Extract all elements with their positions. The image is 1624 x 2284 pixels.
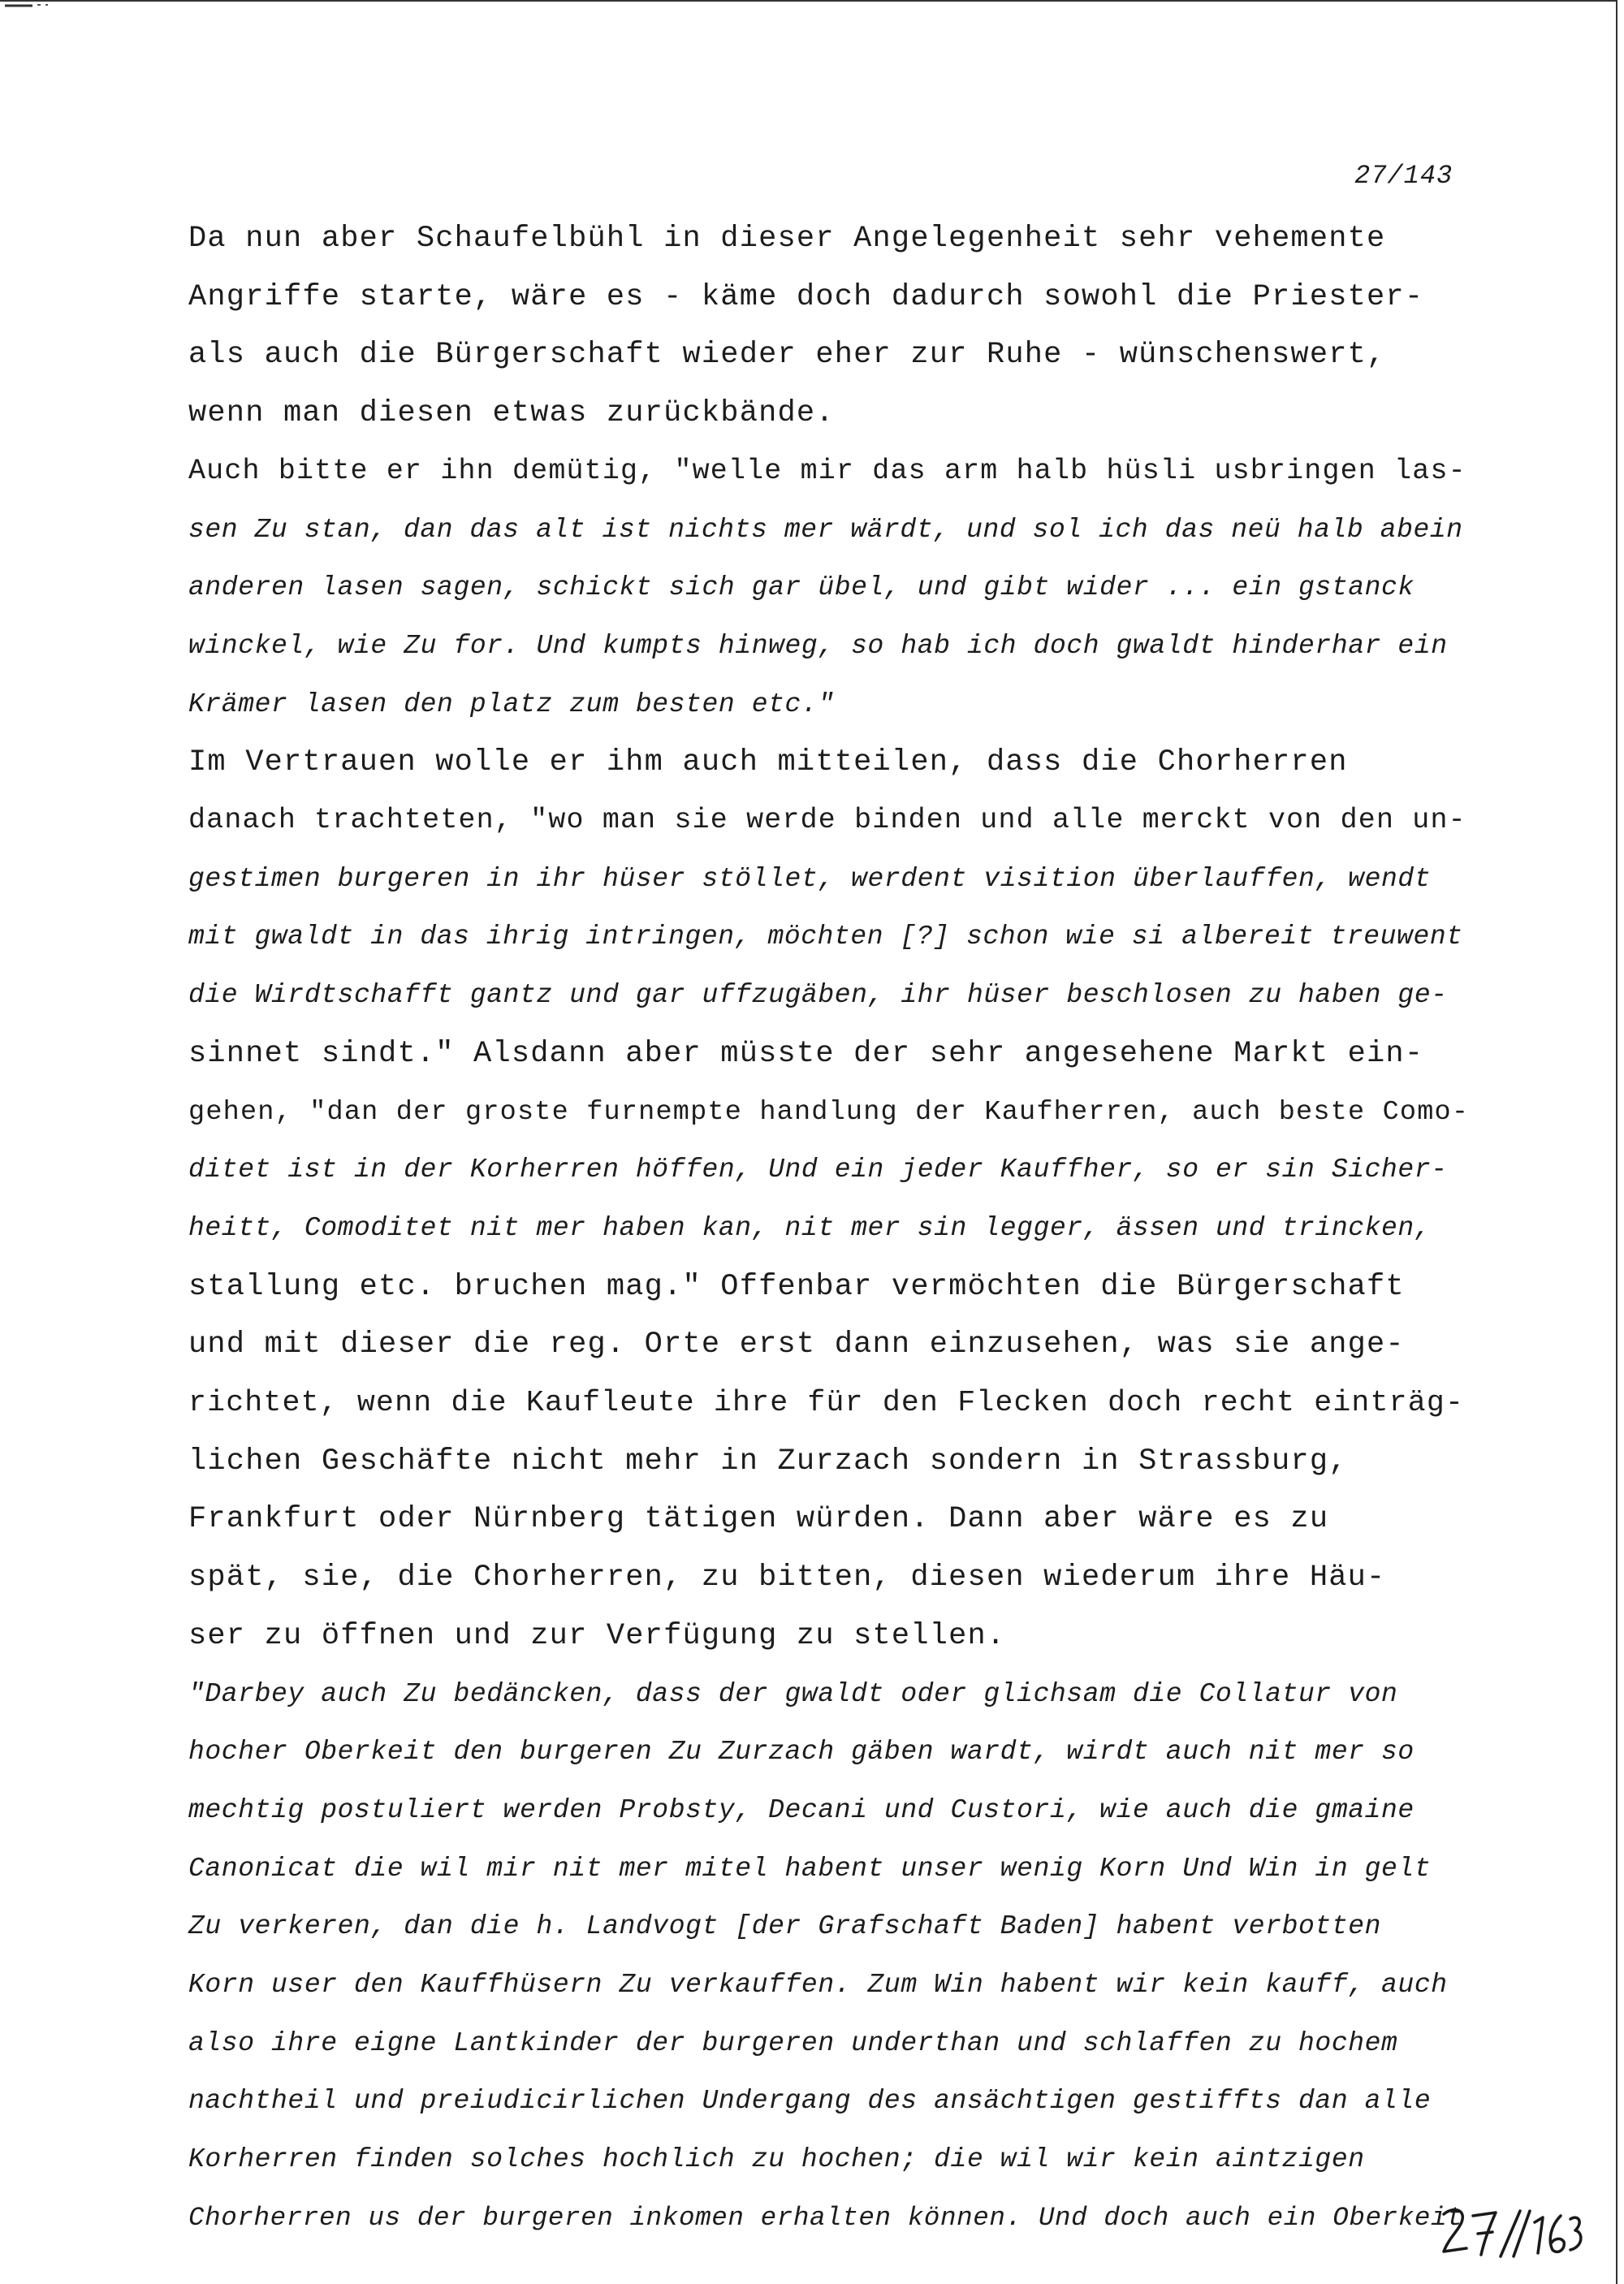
quoted-line: gestimen burgeren in ihr hüser stöllet, werdent visition überlauffen, wendt xyxy=(188,863,1432,894)
quoted-line: mechtig postuliert werden Probsty, Decani und Custori, wie auch die gmaine xyxy=(188,1794,1415,1825)
text-line: danach trachteten, "wo man sie werde binden und alle merckt von den un- xyxy=(188,805,1466,836)
text-line: und mit dieser die reg. Orte erst dann einzusehen, was sie ange- xyxy=(188,1328,1405,1362)
page-border-top xyxy=(0,0,1616,2)
quoted-line: sen Zu stan, dan das alt ist nichts mer wärdt, und sol ich das neü halb abein xyxy=(188,514,1463,545)
quoted-line: also ihre eigne Lantkinder der burgeren underthan und schlaffen zu hochem xyxy=(188,2027,1398,2058)
text-line: Auch bitte er ihn demütig, "welle mir das arm halb hüsli usbringen las- xyxy=(188,455,1466,487)
quoted-line: mit gwaldt in das ihrig intringen, möchten [?] schon wie si albereit treuwent xyxy=(188,922,1463,952)
text-line: Da nun aber Schaufelbühl in dieser Angelegenheit sehr vehemente xyxy=(188,222,1386,256)
text-line: ser zu öffnen und zur Verfügung zu stellen. xyxy=(188,1618,1006,1653)
quoted-line: hocher Oberkeit den burgeren Zu Zurzach gäben wardt, wirdt auch nit mer so xyxy=(188,1737,1415,1768)
quoted-line: winckel, wie Zu for. Und kumpts hinweg, so hab ich doch gwaldt hinderhar ein xyxy=(188,630,1448,661)
text-line: Angriffe starte, wäre es - käme doch dadurch sowohl die Priester- xyxy=(188,279,1424,314)
page-number: 27/143 xyxy=(1354,161,1453,191)
quoted-line: die Wirdtschafft gantz und gar uffzugäben, ihr hüser beschlosen zu haben ge- xyxy=(188,980,1448,1011)
quoted-line: anderen lasen sagen, schickt sich gar übel, und gibt wider ... ein gstanck xyxy=(188,572,1415,603)
quoted-line: ditet ist in der Korherren höffen, Und ein jeder Kauffher, so er sin Sicher- xyxy=(188,1155,1448,1185)
text-line: wenn man diesen etwas zurückbände. xyxy=(188,396,835,431)
quoted-line: heitt, Comoditet nit mer haben kan, nit mer sin legger, ässen und trincken, xyxy=(188,1212,1432,1243)
handwritten-page-number xyxy=(1439,2204,1585,2261)
text-line: lichen Geschäfte nicht mehr in Zurzach sondern in Strassburg, xyxy=(188,1444,1348,1479)
quoted-line: nachtheil und preiudicirlichen Undergang des ansächtigen gestiffts dan alle xyxy=(188,2086,1432,2117)
text-line: Im Vertrauen wolle er ihm auch mitteilen, dass die Chorherren xyxy=(188,745,1348,780)
quoted-line: Zu verkeren, dan die h. Landvogt [der Grafschaft Baden] habent verbotten xyxy=(188,1911,1382,1942)
quoted-line: Korn user den Kauffhüsern Zu verkauffen. Zum Win habent wir kein kauff, auch xyxy=(188,1970,1448,2000)
quoted-line: Canonicat die wil mir nit mer mitel habent unser wenig Korn Und Win in gelt xyxy=(188,1853,1432,1884)
quoted-line: "Darbey auch Zu bedäncken, dass der gwaldt oder glichsam die Collatur von xyxy=(188,1678,1398,1709)
text-line: stallung etc. bruchen mag." Offenbar vermöchten die Bürgerschaft xyxy=(188,1269,1405,1304)
text-line: richtet, wenn die Kaufleute ihre für den Flecken doch recht einträg- xyxy=(188,1386,1465,1419)
page-border-right xyxy=(1616,0,1618,2284)
text-line: gehen, "dan der groste furnempte handlung der Kaufherren, auch beste Como- xyxy=(188,1096,1470,1128)
quoted-line: Korherren finden solches hochlich zu hochen; die wil wir kein aintzigen xyxy=(188,2144,1365,2175)
text-line: als auch die Bürgerschaft wieder eher zur Ruhe - wünschenswert, xyxy=(188,338,1386,373)
scan-mark xyxy=(5,3,54,8)
text-line: sinnet sindt." Alsdann aber müsste der sehr angesehene Markt ein- xyxy=(188,1036,1424,1071)
text-line: spät, sie, die Chorherren, zu bitten, diesen wiederum ihre Häu- xyxy=(188,1561,1386,1595)
quoted-line: Chorherren us der burgeren inkomen erhalten können. Und doch auch ein Oberkeit xyxy=(188,2202,1464,2233)
quoted-line: Krämer lasen den platz zum besten etc." xyxy=(188,689,835,719)
text-line: Frankfurt oder Nürnberg tätigen würden. Dann aber wäre es zu xyxy=(188,1502,1329,1537)
